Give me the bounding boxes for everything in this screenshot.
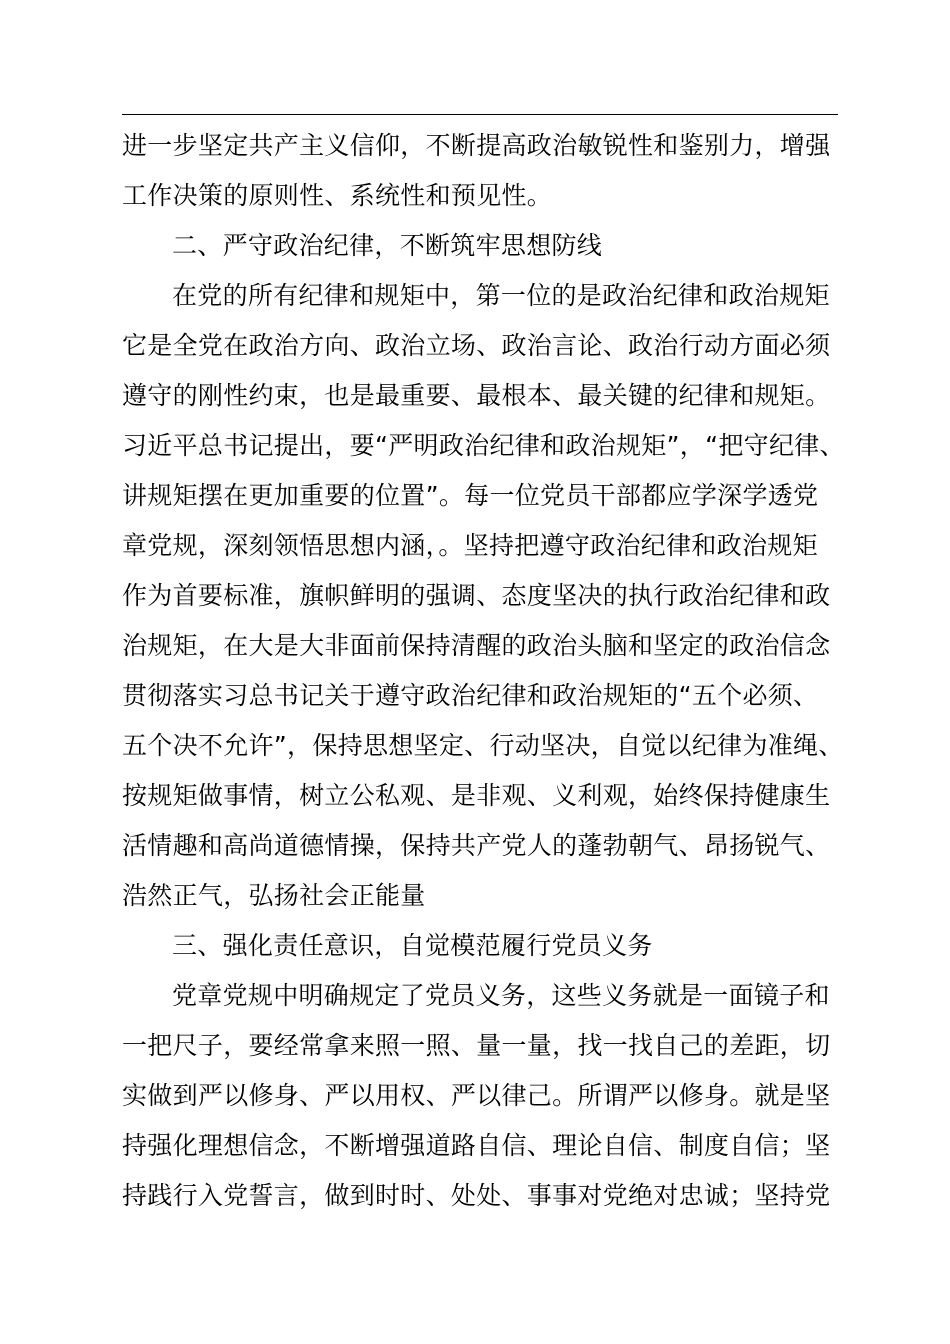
section-heading-3: 三、强化责任意识，自觉模范履行党员义务 (172, 931, 653, 960)
text-line: 持践行入党誓言，做到时时、处处、事事对党绝对忠诚；坚持党 (122, 1181, 831, 1210)
text-line: 在党的所有纪律和规矩中，第一位的是政治纪律和政治规矩 (172, 281, 830, 310)
document-body (122, 121, 852, 1221)
text-line: 讲规矩摆在更加重要的位置”。每一位党员干部都应学深学透党 (122, 481, 819, 510)
section-heading-2: 二、严守政治纪律，不断筑牢思想防线 (172, 231, 603, 260)
text-line: 进一步坚定共产主义信仰，不断提高政治敏锐性和鉴别力，增强 (122, 131, 831, 160)
text-line: 它是全党在政治方向、政治立场、政治言论、政治行动方面必须 (122, 331, 831, 360)
text-line: 作为首要标准，旗帜鲜明的强调、态度坚决的执行政治纪律和政 (122, 581, 831, 610)
text-line: 贯彻落实习总书记关于遵守政治纪律和政治规矩的“五个必须、 (122, 681, 819, 710)
text-line: 浩然正气，弘扬社会正能量 (122, 881, 426, 910)
text-line: 五个决不允许”，保持思想坚定、行动坚决，自觉以纪律为准绳、 (122, 731, 844, 760)
text-line: 持强化理想信念，不断增强道路自信、理论自信、制度自信；坚 (122, 1131, 831, 1160)
text-line: 治规矩，在大是大非面前保持清醒的政治头脑和坚定的政治信念 (122, 631, 831, 660)
text-line: 按规矩做事情，树立公私观、是非观、义利观，始终保持健康生 (122, 781, 831, 810)
text-line: 党章党规中明确规定了党员义务，这些义务就是一面镜子和 (172, 981, 830, 1010)
text-line: 工作决策的原则性、系统性和预见性。 (122, 181, 553, 210)
text-line: 章党规，深刻领悟思想内涵，。坚持把遵守政治纪律和政治规矩 (122, 531, 818, 560)
text-line: 一把尺子，要经常拿来照一照、量一量，找一找自己的差距，切 (122, 1031, 831, 1060)
text-line: 习近平总书记提出，要“严明政治纪律和政治规矩”，“把守纪律、 (122, 431, 845, 460)
text-line: 活情趣和高尚道德情操，保持共产党人的蓬勃朝气、昂扬锐气、 (122, 831, 831, 860)
text-line: 遵守的刚性约束，也是最重要、最根本、最关键的纪律和规矩。 (122, 381, 831, 410)
header-rule (122, 114, 838, 115)
text-line: 实做到严以修身、严以用权、严以律己。所谓严以修身。就是坚 (122, 1081, 831, 1110)
